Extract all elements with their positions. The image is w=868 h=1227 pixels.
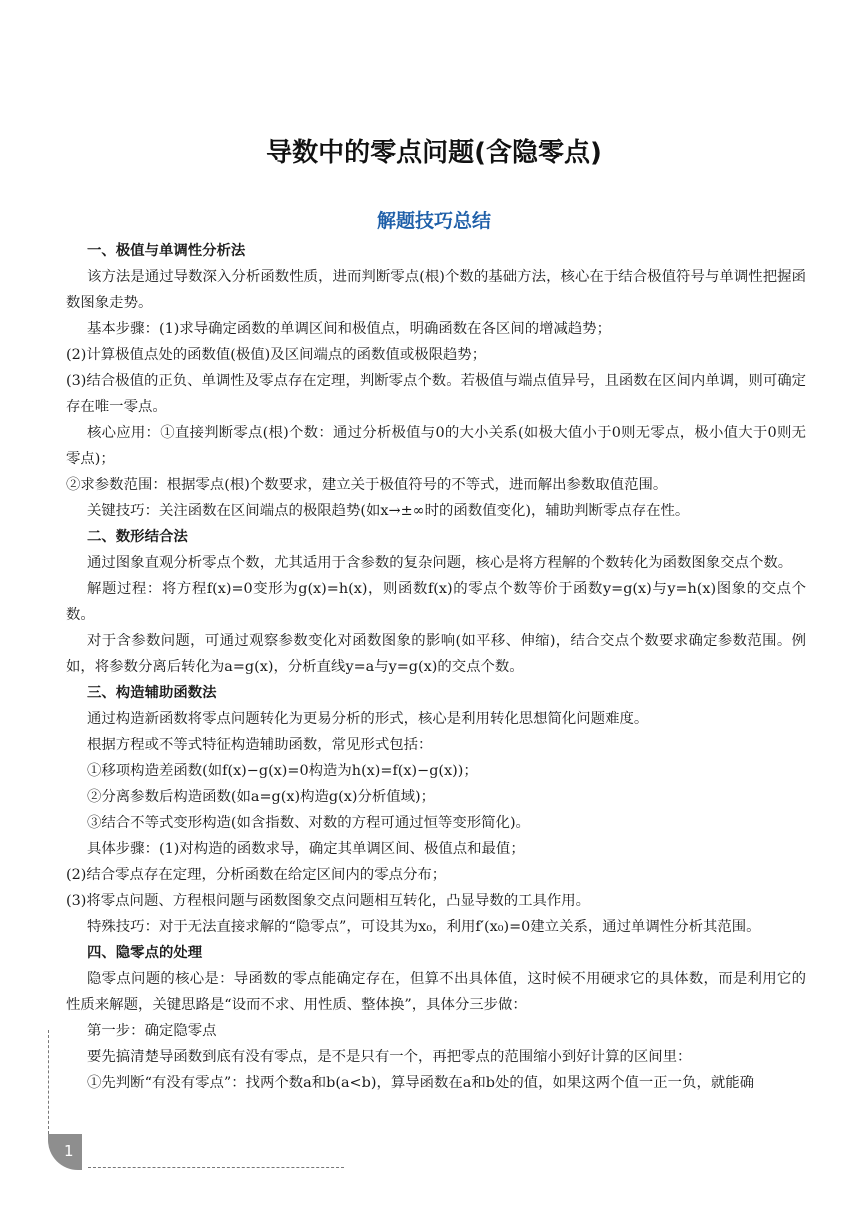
- heading-4: 四、隐零点的处理: [87, 945, 203, 961]
- heading-3: 三、构造辅助函数法: [87, 685, 217, 701]
- paragraph: 核心应用：①直接判断零点(根)个数：通过分析极值与0的大小关系(如极大值小于0则无零点，极小值大于0则无零点)；: [66, 425, 806, 467]
- paragraph: (3)将零点问题、方程根问题与函数图象交点问题相互转化，凸显导数的工具作用。: [66, 893, 591, 909]
- paragraph: 该方法是通过导数深入分析函数性质，进而判断零点(根)个数的基础方法，核心在于结合极值符号与单调性把握函数图象走势。: [66, 269, 806, 311]
- section-subtitle: 解题技巧总结: [376, 210, 491, 232]
- paragraph: (2)计算极值点处的函数值(极值)及区间端点的函数值或极限趋势；: [66, 347, 487, 363]
- paragraph: 基本步骤：(1)求导确定函数的单调区间和极值点，明确函数在各区间的增减趋势；: [87, 321, 612, 337]
- paragraph: 特殊技巧：对于无法直接求解的“隐零点”，可设其为x₀，利用f′(x₀)=0建立关系，通过单调性分析其范围。: [87, 919, 761, 935]
- paragraph: 通过图象直观分析零点个数，尤其适用于含参数的复杂问题，核心是将方程解的个数转化为函数图象交点个数。: [87, 555, 793, 571]
- paragraph: 通过构造新函数将零点问题转化为更易分析的形式，核心是利用转化思想简化问题难度。: [87, 711, 649, 727]
- paragraph: 隐零点问题的核心是：导函数的零点能确定存在，但算不出具体值，这时候不用硬求它的具体数，而是利用它的性质来解题，关键思路是“设而不求、用性质、整体换”，具体分三步做：: [66, 971, 806, 1013]
- paragraph: 解题过程：将方程f(x)=0变形为g(x)=h(x)，则函数f(x)的零点个数等价于函数y=g(x)与y=h(x)图象的交点个数。: [66, 581, 806, 623]
- paragraph: 关键技巧：关注函数在区间端点的极限趋势(如x→±∞时的函数值变化)，辅助判断零点存在性。: [87, 503, 690, 519]
- margin-dashed-line-vertical: [48, 1030, 49, 1134]
- paragraph: (3)结合极值的正负、单调性及零点存在定理，判断零点个数。若极值与端点值异号，且函数在区间内单调，则可确定存在唯一零点。: [66, 373, 806, 415]
- paragraph: 第一步：确定隐零点: [87, 1023, 217, 1039]
- document-body: [66, 238, 806, 1096]
- paragraph: ②分离参数后构造函数(如a=g(x)构造g(x)分析值域)；: [87, 789, 436, 805]
- paragraph: 具体步骤：(1)对构造的函数求导，确定其单调区间、极值点和最值；: [87, 841, 525, 857]
- heading-1: 一、极值与单调性分析法: [87, 243, 246, 259]
- paragraph: ②求参数范围：根据零点(根)个数要求，建立关于极值符号的不等式，进而解出参数取值范围。: [66, 477, 668, 493]
- paragraph: ③结合不等式变形构造(如含指数、对数的方程可通过恒等变形简化)。: [87, 815, 530, 831]
- paragraph: 根据方程或不等式特征构造辅助函数，常见形式包括：: [87, 737, 433, 753]
- footer-dashed-line: [88, 1167, 344, 1168]
- paragraph: 要先搞清楚导函数到底有没有零点，是不是只有一个，再把零点的范围缩小到好计算的区间里：: [87, 1049, 692, 1065]
- paragraph: ①先判断“有没有零点”：找两个数a和b(a<b)，算导函数在a和b处的值，如果这两个值一正一负，就能确: [87, 1075, 755, 1091]
- page-number-tab: 1: [48, 1134, 82, 1170]
- paragraph: ①移项构造差函数(如f(x)−g(x)=0构造为h(x)=f(x)−g(x))；: [87, 763, 478, 779]
- page-title: 导数中的零点问题(含隐零点): [266, 138, 602, 168]
- paragraph: 对于含参数问题，可通过观察参数变化对函数图象的影响(如平移、伸缩)，结合交点个数要求确定参数范围。例如，将参数分离后转化为a=g(x)，分析直线y=a与y=g(x)的交点个数。: [66, 633, 806, 675]
- paragraph: (2)结合零点存在定理，分析函数在给定区间内的零点分布；: [66, 867, 447, 883]
- heading-2: 二、数形结合法: [87, 529, 188, 545]
